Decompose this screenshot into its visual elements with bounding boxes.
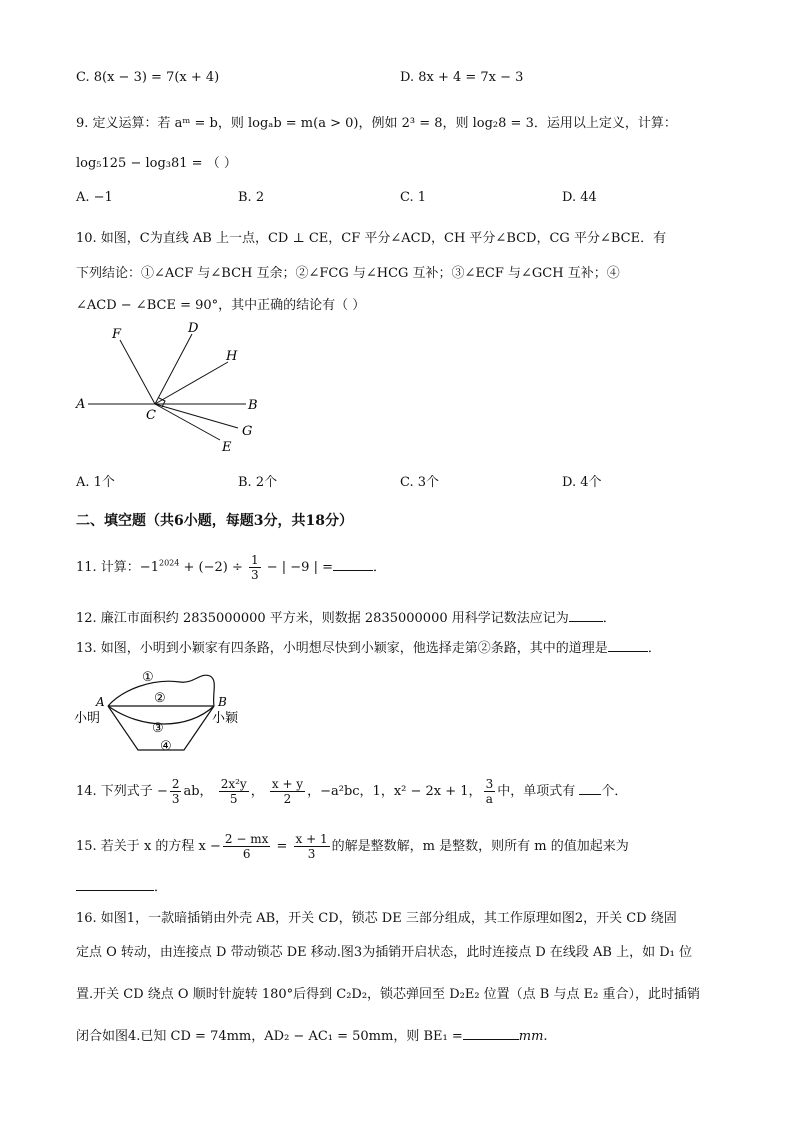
route-4-marker: ④ <box>160 739 172 754</box>
label-a: A <box>96 695 105 709</box>
label-f: F <box>112 327 122 342</box>
route-2-marker: ② <box>154 691 166 706</box>
q16-line1: 16. 如图1，一款暗插销由外壳 AB，开关 CD，锁芯 DE 三部分组成，其工作原理如图2，开关 CD 绕固 <box>76 911 677 926</box>
q14-fraction-4: $\frac{3}{a}$ <box>485 777 494 806</box>
q9-option-a: A. −1 <box>76 190 113 205</box>
q15-suffix: 的解是整数解，m 是整数，则所有 m 的值加起来为 <box>331 839 629 854</box>
label-xiaoying: 小颖 <box>212 711 239 726</box>
q16-answer-blank[interactable] <box>463 1026 519 1040</box>
q15-answer-line <box>76 876 167 895</box>
q15-fraction-2: $\frac{x + 1}{3}$ <box>295 832 328 861</box>
q15-end: ． <box>154 880 168 895</box>
q9-option-b: B. 2 <box>238 190 265 205</box>
q9-option-c: C. 1 <box>400 190 427 205</box>
q11-fraction: $\frac{1}{3}$ <box>250 553 259 582</box>
q9-line1: 9. 定义运算：若 aᵐ = b，则 logₐb = m(a > 0)，例如 2³ = 8，则 log₂8 = 3．运用以上定义，计算： <box>76 116 677 131</box>
q10-option-a: A. 1个 <box>76 475 115 490</box>
section-heading-fill-in: 二、填空题（共6小题，每题3分，共18分） <box>76 513 353 529</box>
q16-line3: 置.开关 CD 绕点 O 顺时针旋转 180°后得到 C₂D₂，锁芯弹回至 D₂E₂ 位置（点 B 与点 E₂ 重合），此时插销 <box>76 987 700 1002</box>
q9-line2: log₅125 − log₃81 = （ ） <box>76 156 237 171</box>
q9-option-d: D. 44 <box>562 190 597 205</box>
q15-equals: = <box>272 839 292 854</box>
q11-suffix: − | −9 | = <box>262 560 333 575</box>
label-h: H <box>226 349 238 364</box>
label-b: B <box>218 695 227 709</box>
q16-line4 <box>76 1025 548 1044</box>
ray-cf <box>120 340 155 404</box>
q11-exponent: 2024 <box>158 558 180 568</box>
q11-mid: + (−2) ÷ <box>179 560 247 575</box>
q8-option-c: C. 8(x − 3) = 7(x + 4) <box>76 70 220 85</box>
q14-term-3: ，−a²bc，1，x² − 2x + 1， <box>307 784 482 799</box>
q13-answer-blank[interactable] <box>608 638 648 652</box>
q10-line1: 10. 如图，C为直线 AB 上一点，CD ⊥ CE，CF 平分∠ACD，CH 平分∠BCD，CG 平分∠BCE．有 <box>76 231 667 246</box>
label-g: G <box>242 424 253 439</box>
ray-cg <box>155 404 238 428</box>
q10-line3: ∠ACD − ∠BCE = 90°，其中正确的结论有（ ） <box>76 298 366 313</box>
q14-fraction-1: $\frac{2}{3}$ <box>171 777 180 806</box>
q15-fraction-1: $\frac{2 - mx}{6}$ <box>224 832 269 861</box>
q10-option-d: D. 4个 <box>562 475 602 490</box>
q14-answer-blank[interactable] <box>579 781 601 795</box>
q11-end: ． <box>372 560 386 575</box>
q16-line4-text: 闭合如图4.已知 CD = 74mm，AD₂ − AC₁ = 50mm，则 BE₁ = <box>76 1029 463 1044</box>
q14-term-2: ， <box>250 784 264 799</box>
q11-answer-blank[interactable] <box>333 557 373 571</box>
q15-answer-blank[interactable] <box>76 877 154 891</box>
q12-text: 12. 廉江市面积约 2835000000 平方米，则数据 2835000000 用科学记数法应记为 <box>76 611 569 626</box>
q16-line2: 定点 O 转动，由连接点 D 带动锁芯 DE 移动.图3为插销开启状态，此时连接点 D 在线段 AB 上，如 D₁ 位 <box>76 945 692 960</box>
q10-option-c: C. 3个 <box>400 475 440 490</box>
label-d: D <box>188 321 199 336</box>
q13 <box>76 637 661 656</box>
q13-end: ． <box>647 641 661 656</box>
label-a: A <box>76 397 86 412</box>
q10-option-b: B. 2个 <box>238 475 278 490</box>
route-1-marker: ① <box>142 670 154 685</box>
q15-prefix: 15. 若关于 x 的方程 x − <box>76 839 221 854</box>
q11 <box>76 553 386 582</box>
route-3-marker: ③ <box>152 721 164 736</box>
q12-end: ． <box>602 611 616 626</box>
q14-fraction-2: $\frac{\text{2x²y}}{5}$ <box>220 777 247 806</box>
label-c: C <box>146 408 156 423</box>
q8-option-d: D. 8x + 4 = 7x − 3 <box>400 70 524 85</box>
label-e: E <box>222 440 232 455</box>
q14-term-1: ab， <box>183 784 213 799</box>
q16-end: mm. <box>518 1029 548 1044</box>
q14-end: 个． <box>601 784 628 799</box>
label-b: B <box>248 398 258 413</box>
label-xiaoming: 小明 <box>74 711 101 726</box>
q12 <box>76 607 616 626</box>
q14 <box>76 777 627 806</box>
q14-prefix: 14. 下列式子 − <box>76 784 168 799</box>
q14-fraction-3: $\frac{x + y}{2}$ <box>271 777 304 806</box>
q12-answer-blank[interactable] <box>569 608 603 622</box>
q11-prefix: 11. 计算：−1 <box>76 560 159 575</box>
q14-term-4: 中，单项式有 <box>497 784 576 799</box>
q10-angle-figure <box>70 318 280 458</box>
q13-text: 13. 如图，小明到小颖家有四条路，小明想尽快到小颖家，他选择走第②条路，其中的道理是 <box>76 641 608 656</box>
q15 <box>76 832 629 861</box>
q10-line2: 下列结论：①∠ACF 与∠BCH 互余；②∠FCG 与∠HCG 互补；③∠ECF 与∠GCH 互补；④ <box>76 266 620 281</box>
q13-route-figure <box>72 664 252 756</box>
ray-ce <box>155 404 220 440</box>
